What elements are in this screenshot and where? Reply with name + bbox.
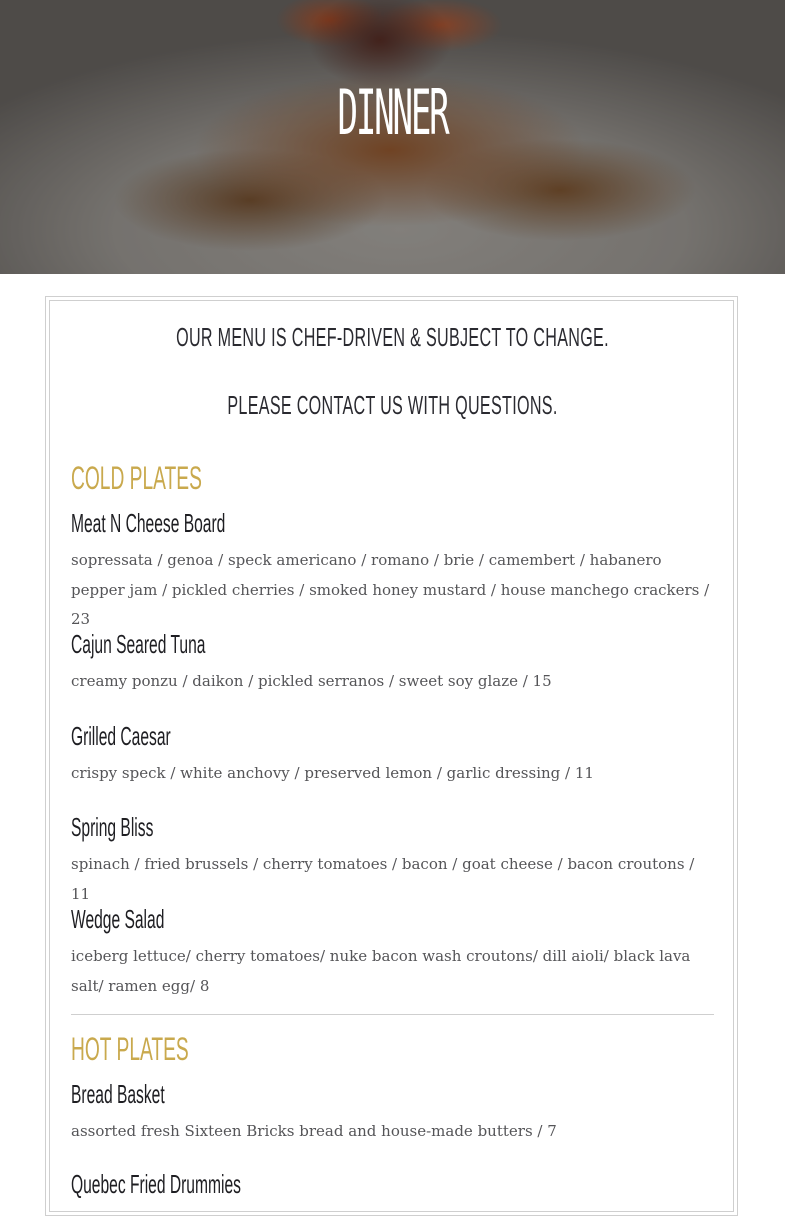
menu-item-name: Meat N Cheese Board bbox=[71, 508, 226, 538]
menu-item-description: crispy speck / white anchovy / preserved lemon / garlic dressing / 11 bbox=[71, 764, 594, 782]
menu-item-description: spinach / fried brussels / cherry tomatoes / bacon / goat cheese / bacon croutons / 11 bbox=[71, 855, 695, 903]
menu-item-description: creamy ponzu / daikon / pickled serranos / sweet soy glaze / 15 bbox=[71, 672, 552, 690]
section-title-hot-plates: HOT PLATES bbox=[71, 1031, 189, 1067]
menu-item-description: sopressata / genoa / speck americano / romano / brie / camembert / habanero pepper jam / pickled cherries / smoked honey mustard / house manchego crackers / 23 bbox=[71, 551, 710, 628]
menu-item-name: Cajun Seared Tuna bbox=[71, 629, 206, 659]
section-divider bbox=[71, 1014, 714, 1015]
page-title: DINNER bbox=[337, 76, 448, 149]
menu-frame-inner bbox=[49, 300, 734, 1212]
menu-item-name: Spring Bliss bbox=[71, 812, 154, 842]
section-title-cold-plates: COLD PLATES bbox=[71, 460, 202, 496]
menu-item-name: Grilled Caesar bbox=[71, 721, 171, 751]
menu-item-name: Wedge Salad bbox=[71, 904, 165, 934]
hero-banner bbox=[0, 0, 785, 274]
menu-notice-change: OUR MENU IS CHEF-DRIVEN & SUBJECT TO CHANGE. bbox=[176, 322, 609, 352]
menu-item-name: Bread Basket bbox=[71, 1079, 165, 1109]
menu-item-name: Quebec Fried Drummies bbox=[71, 1169, 241, 1199]
menu-notice-contact: PLEASE CONTACT US WITH QUESTIONS. bbox=[227, 390, 558, 420]
menu-item-description: iceberg lettuce/ cherry tomatoes/ nuke bacon wash croutons/ dill aioli/ black lava salt/ ramen egg/ 8 bbox=[71, 947, 691, 995]
menu-item-description: assorted fresh Sixteen Bricks bread and house-made butters / 7 bbox=[71, 1122, 557, 1140]
